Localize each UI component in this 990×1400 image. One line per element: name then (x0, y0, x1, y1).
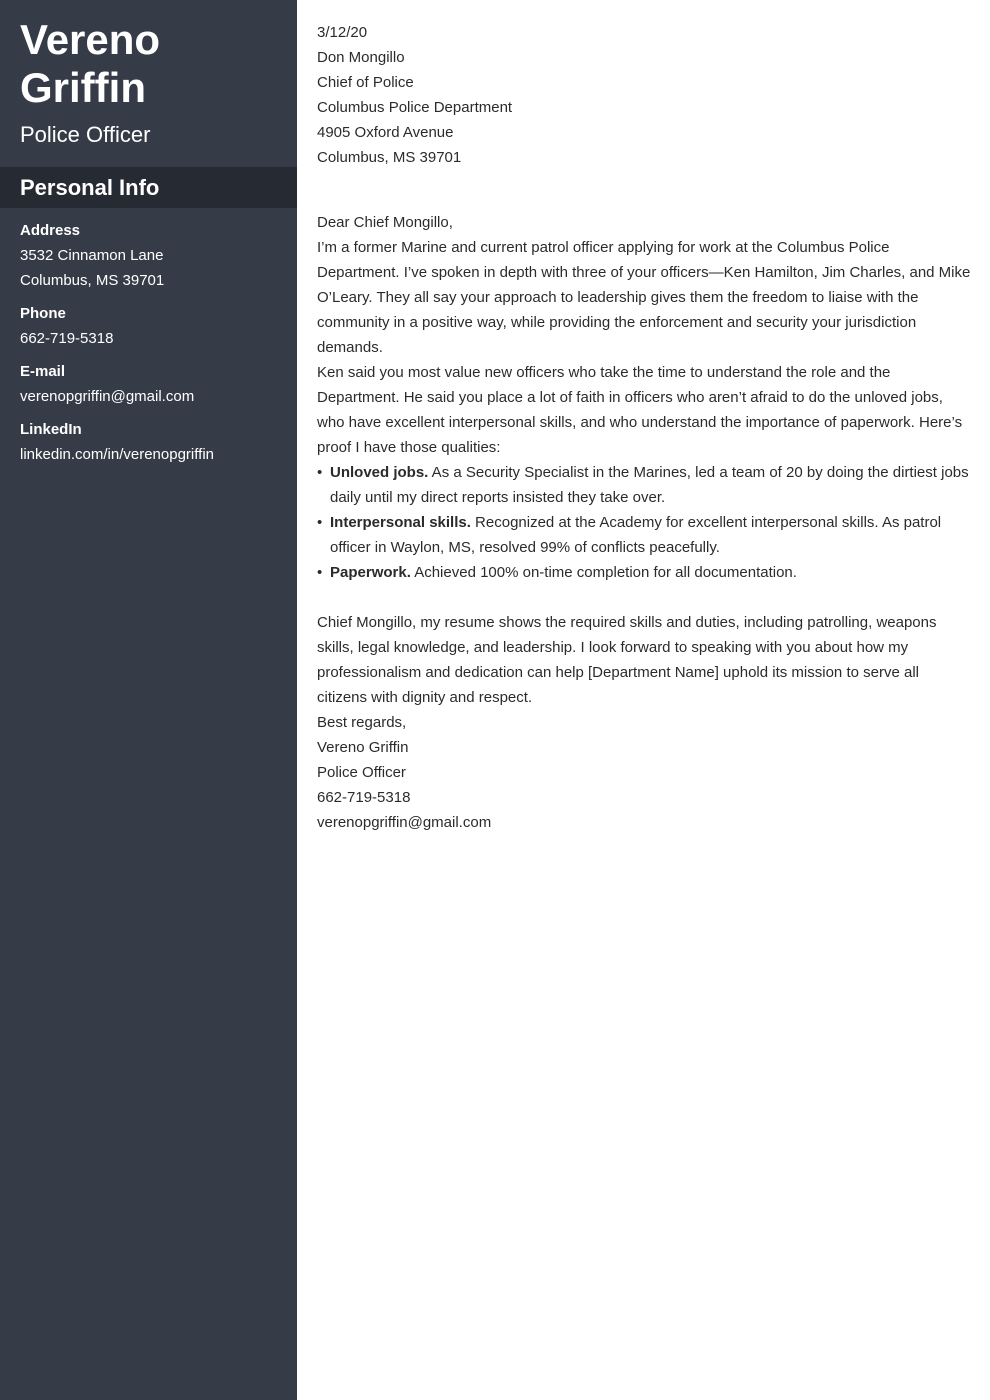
phone-label: Phone (20, 305, 66, 322)
personal-info (0, 208, 297, 467)
paragraph-qualities: Ken said you most value new officers who take the time to understand the role and the Department. He said you place a lot of faith in officers who aren’t afraid to do the unloved jobs, who have excellent interpersonal skills, and who understand the importance of paperwork. Here’s proof I have those qualities: (317, 364, 963, 456)
signature-email[interactable]: verenopgriffin@gmail.com (317, 814, 492, 831)
salutation: Dear Chief Mongillo, (317, 214, 453, 231)
candidate-title: Police Officer (20, 122, 151, 147)
paragraph-closing: Chief Mongillo, my resume shows the required skills and duties, including patrolling, weapons skills, legal knowledge, and leadership. I look forward to speaking with you about how my professionalism and dedication can help [Department Name] uphold its mission to serve all citizens with dignity and respect. (317, 614, 937, 706)
email-block (20, 359, 277, 409)
closing-line: Best regards, (317, 714, 407, 731)
name-first: Vereno (20, 16, 161, 63)
bullet-heading: Paperwork. (330, 564, 411, 581)
recipient-street: 4905 Oxford Avenue (317, 124, 454, 141)
recipient-block (317, 45, 972, 170)
bullet-text: Achieved 100% on-time completion for all documentation. (410, 564, 797, 581)
paragraph-intro: I’m a former Marine and current patrol officer applying for work at the Columbus Police Department. I’ve spoken in depth with three of your officers—Ken Hamilton, Jim Charles, and Mike O’Leary. They all say your approach to leadership gives them the freedom to liaise with the community in a positive way, while providing the enforcement and security your jurisdiction demands. (317, 239, 971, 356)
bullet-heading: Unloved jobs. (330, 464, 429, 481)
address-line-1: 3532 Cinnamon Lane (20, 247, 164, 264)
name-last: Griffin (20, 64, 146, 111)
signature-block (317, 735, 972, 835)
personal-info-header: Personal Info (0, 167, 297, 208)
letter-body (317, 20, 972, 835)
sidebar (0, 0, 297, 1400)
list-item (317, 460, 972, 510)
phone-block (20, 301, 277, 351)
bullet-heading: Interpersonal skills. (330, 514, 471, 531)
linkedin-label: LinkedIn (20, 421, 82, 438)
bullet-text: As a Security Specialist in the Marines, led a team of 20 by doing the dirtiest jobs daily until my direct reports insisted they take over. (330, 464, 969, 506)
recipient-city: Columbus, MS 39701 (317, 149, 462, 166)
qualities-list (317, 460, 972, 585)
list-item (317, 560, 972, 585)
list-item (317, 510, 972, 560)
recipient-name: Don Mongillo (317, 49, 405, 66)
linkedin-block (20, 417, 277, 467)
signature-phone: 662-719-5318 (317, 789, 411, 806)
linkedin-value[interactable]: linkedin.com/in/verenopgriffin (20, 446, 214, 463)
bullet-text: Recognized at the Academy for excellent interpersonal skills. As patrol officer in Waylon, MS, resolved 99% of conflicts peacefully. (330, 514, 942, 556)
signature-name: Vereno Griffin (317, 739, 409, 756)
address-label: Address (20, 222, 81, 239)
address-line-2: Columbus, MS 39701 (20, 272, 165, 289)
candidate-name (0, 0, 297, 112)
phone-value: 662-719-5318 (20, 330, 114, 347)
email-label: E-mail (20, 363, 66, 380)
recipient-organization: Columbus Police Department (317, 99, 513, 116)
signature-title: Police Officer (317, 764, 406, 781)
recipient-title: Chief of Police (317, 74, 414, 91)
letter-date: 3/12/20 (317, 24, 368, 41)
email-value[interactable]: verenopgriffin@gmail.com (20, 388, 195, 405)
address-block (20, 218, 277, 293)
